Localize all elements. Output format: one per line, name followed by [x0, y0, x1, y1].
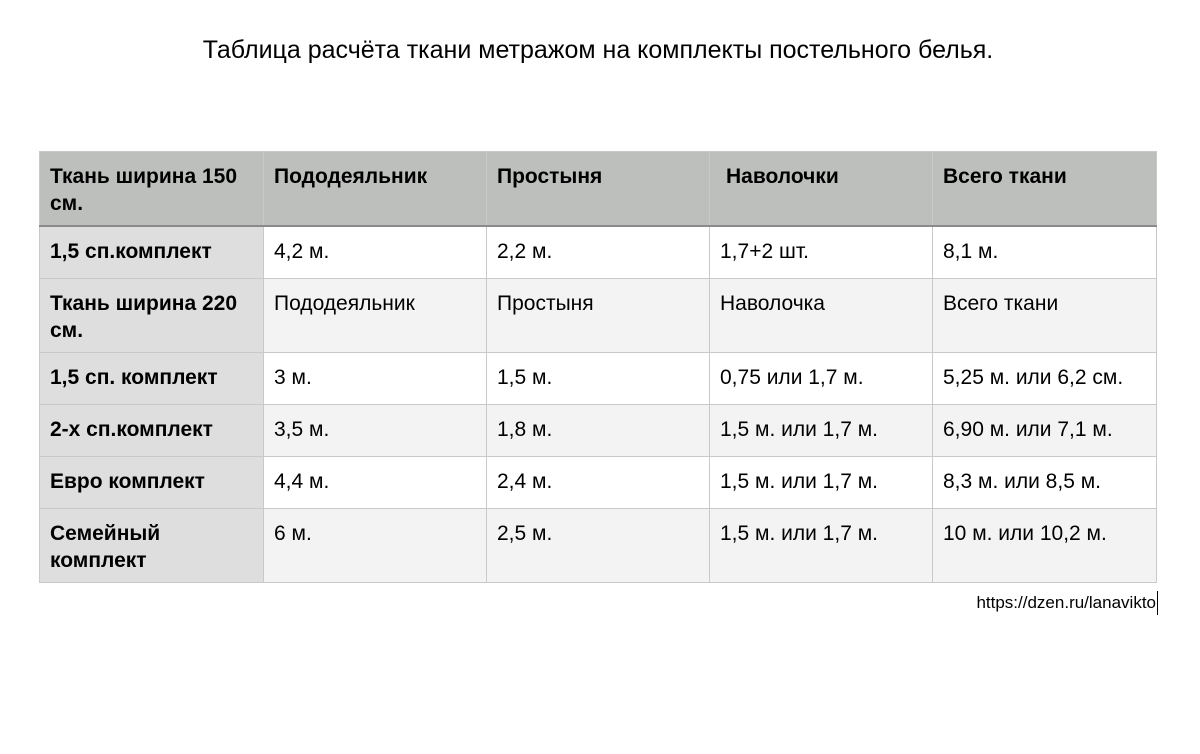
table-cell: 1,5 м. или 1,7 м.	[710, 509, 933, 583]
header-sheet: Простыня	[487, 152, 710, 227]
table-cell: 0,75 или 1,7 м.	[710, 353, 933, 405]
header-duvet-cover: Пододеяльник	[264, 152, 487, 227]
table-cell: Наволочка	[710, 279, 933, 353]
table-cell: 4,2 м.	[264, 226, 487, 279]
table-row	[40, 353, 1157, 405]
table-header-row	[40, 152, 1157, 227]
table-cell: 10 м. или 10,2 м.	[933, 509, 1157, 583]
header-fabric-width-150: Ткань ширина 150 см.	[40, 152, 264, 227]
table-row	[40, 226, 1157, 279]
table-cell: 6 м.	[264, 509, 487, 583]
source-link[interactable]: https://dzen.ru/lanavikto	[976, 591, 1158, 615]
table-cell: Простыня	[487, 279, 710, 353]
table-row	[40, 279, 1157, 353]
table-cell: 1,7+2 шт.	[710, 226, 933, 279]
row-label: 2-х сп.комплект	[40, 405, 264, 457]
table-cell: 1,5 м. или 1,7 м.	[710, 457, 933, 509]
table-cell: 6,90 м. или 7,1 м.	[933, 405, 1157, 457]
row-label-fabric-width-220: Ткань ширина 220 см.	[40, 279, 264, 353]
header-pillowcases: Наволочки	[710, 152, 933, 227]
fabric-calculation-table	[39, 151, 1157, 583]
table-cell: 4,4 м.	[264, 457, 487, 509]
table-row	[40, 509, 1157, 583]
row-label: 1,5 сп.комплект	[40, 226, 264, 279]
table-cell: 1,8 м.	[487, 405, 710, 457]
table-cell: Пододеяльник	[264, 279, 487, 353]
row-label: 1,5 сп. комплект	[40, 353, 264, 405]
header-total-fabric: Всего ткани	[933, 152, 1157, 227]
table-cell: 1,5 м.	[487, 353, 710, 405]
table-cell: 3 м.	[264, 353, 487, 405]
table-cell: 2,5 м.	[487, 509, 710, 583]
table-cell: 1,5 м. или 1,7 м.	[710, 405, 933, 457]
table-cell: 3,5 м.	[264, 405, 487, 457]
table-cell: 5,25 м. или 6,2 см.	[933, 353, 1157, 405]
table-cell: 2,4 м.	[487, 457, 710, 509]
table-cell: 8,1 м.	[933, 226, 1157, 279]
row-label: Евро комплект	[40, 457, 264, 509]
table-cell: Всего ткани	[933, 279, 1157, 353]
table-row	[40, 405, 1157, 457]
table-row	[40, 457, 1157, 509]
table-cell: 2,2 м.	[487, 226, 710, 279]
document-title: Таблица расчёта ткани метражом на комплекты постельного белья.	[202, 36, 994, 64]
row-label: Семейный комплект	[40, 509, 264, 583]
table-cell: 8,3 м. или 8,5 м.	[933, 457, 1157, 509]
